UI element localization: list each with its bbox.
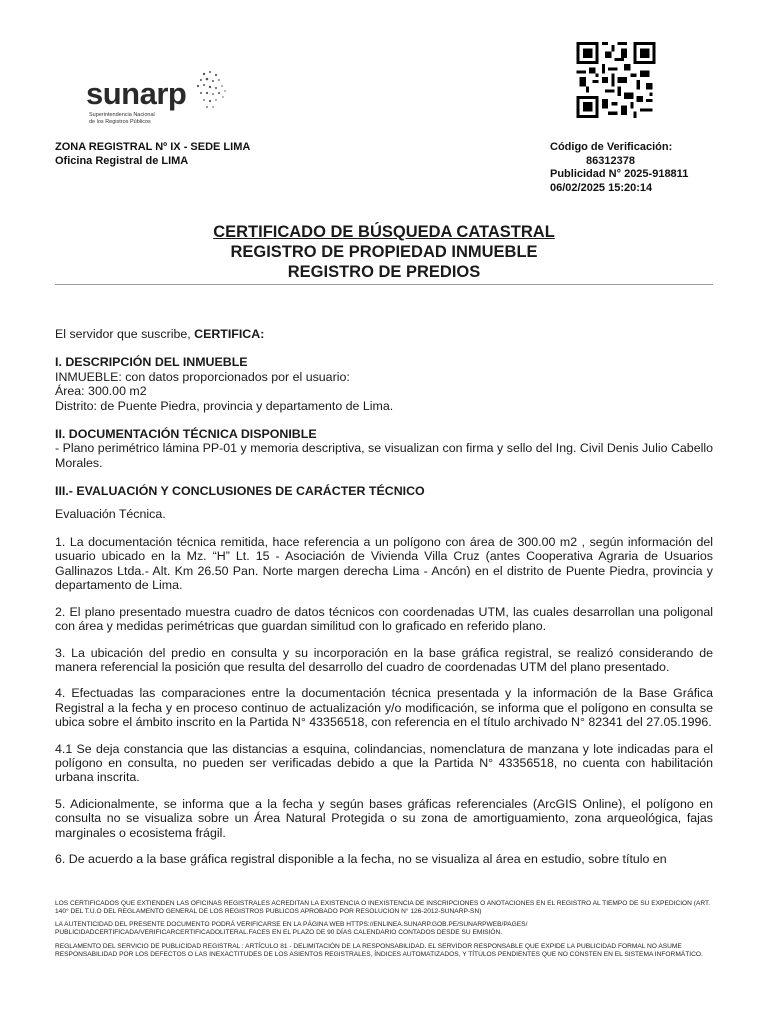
section2-text: - Plano perimétrico lámina PP-01 y memoria descriptiva, se visualizan con firma y sello del Ing. Civil Denis Julio Cabello Morales. xyxy=(55,441,713,470)
oficina-registral: Oficina Registral de LIMA xyxy=(55,154,189,167)
zona-registral: ZONA REGISTRAL Nº IX - SEDE LIMA xyxy=(55,141,251,153)
paragraph-4: 4. Efectuadas las comparaciones entre la documentación técnica presentada y la información de la Base Gráfica Registral a la fecha y en proceso continuo de actualización y/o modificación, se informa que el polígono en consulta se ubica sobre el ámbito inscrito en la Partida N° 43356518, con referencia en el título archivado N° 82341 del 27.05.1996. xyxy=(55,686,713,730)
verification-code-label: Código de Verificación: xyxy=(550,141,673,153)
logo-wordmark: sunarp xyxy=(86,76,187,111)
logo-subtitle-line1: Superintendencia Nacional xyxy=(89,112,155,118)
paragraph-3: 3. La ubicación del predio en consulta y su incorporación en la base gráfica registral, se realizó considerando de manera referencial la posición que resulta del desarrollo del cuadro de coordenadas UTM del plano presentado. xyxy=(55,645,713,674)
issue-datetime: 06/02/2025 15:20:14 xyxy=(550,181,653,194)
certificate-title: CERTIFICADO DE BÚSQUEDA CATASTRAL xyxy=(213,223,555,241)
intro-paragraph xyxy=(55,327,713,341)
logo-subtitle xyxy=(89,112,199,125)
legal-footer xyxy=(55,900,713,964)
qr-code-icon xyxy=(576,42,656,118)
section3-subheading: Evaluación Técnica. xyxy=(55,506,166,521)
logo-subtitle-line2: de los Registros Públicos xyxy=(89,118,151,125)
footer-authenticity-note: LA AUTENTICIDAD DEL PRESENTE DOCUMENTO PODRÁ VERIFICARSE EN LA PÁGINA WEB HTTPS://ENLINEA.SUNARP.GOB.PE/SUNARPWEB/PAGES/ PUBLICIDADCERTIFICADA/VERIFICARCERTIFICADOLITERAL.FACES EN EL PLAZO DE 90 DÍAS CALENDARIO CONTADOS DESDE SU EMISIÓN. xyxy=(55,921,528,937)
paragraph-1: 1. La documentación técnica remitida, hace referencia a un polígono con área de 300.00 m2 , según información del usuario ubicado en la Mz. “H” Lt. 15 - Asociación de Vivienda Villa Cruz (antes Cooperativa Agraria de Usuarios Gallinazos Ltda.- Alt. Km 26.50 Pan. Norte margen derecha Lima - Ancón) en el distrito de Puente Piedra, provincia y departamento de Lima. xyxy=(55,535,713,593)
publicidad-number: Publicidad N° 2025-918811 xyxy=(550,168,689,180)
registry-subtitle: REGISTRO DE PREDIOS xyxy=(287,263,481,281)
intro-text: El servidor que suscribe, xyxy=(55,327,195,341)
footer-regulation-note: REGLAMENTO DEL SERVICIO DE PUBLICIDAD REGISTRAL : ARTÍCULO 81 - DELIMITACIÓN DE LA RESPONSABILIDAD. EL SERVIDOR RESPONSABLE QUE EXPIDE LA PUBLICIDAD FORMAL NO ASUME RESPONSABILIDAD POR LOS DEFECTOS O LAS INEXACTITUDES DE LOS ASIENTOS REGISTRALES, ÍNDICES AUTOMATIZADOS, Y TÍTULOS PENDIENTES QUE NO CONSTEN EN EL SISTEMA INFORMÁTICO. xyxy=(55,942,703,958)
paragraph-6: 6. De acuerdo a la base gráfica registral disponible a la fecha, no se visualiza al área en estudio, sobre título en xyxy=(55,851,667,866)
title-divider xyxy=(55,284,713,285)
section3-heading: III.- EVALUACIÓN Y CONCLUSIONES DE CARÁCTER TÉCNICO xyxy=(55,484,425,499)
paragraph-2: 2. El plano presentado muestra cuadro de datos técnicos con coordenadas UTM, las cuales desarrollan una poligonal con área y medidas perimétricas que guardan similitud con lo graficado en referido plano. xyxy=(55,604,713,634)
sunarp-logo xyxy=(86,66,236,130)
verification-info xyxy=(550,141,688,195)
footer-certificates-note: LOS CERTIFICADOS QUE EXTIENDEN LAS OFICINAS REGISTRALES ACREDITAN LA EXISTENCIA O INEXISTENCIA DE INSCRIPCIONES O ANOTACIONES EN EL REGISTRO AL TIEMPO DE SU EXPEDICION (ART. 140° DEL T.U.O DEL REGLAMENTO GENERAL DE LOS REGISTROS PUBLICOS APROBADO POR RESOLUCION N° 126-2012-SUNARP-SN) xyxy=(55,900,711,915)
intro-certifica: CERTIFICA: xyxy=(194,327,265,341)
paragraph-4-1: 4.1 Se deja constancia que las distancias a esquina, colindancias, nomenclatura de manzana y lote indicadas para el polígono en consulta, no pueden ser verificadas debido a que la Partida N° 43356518, no cuenta con habilitación urbana inscrita. xyxy=(55,741,713,785)
registry-office-info xyxy=(55,141,250,168)
section1-heading: I. DESCRIPCIÓN DEL INMUEBLE xyxy=(55,355,248,370)
section2-heading: II. DOCUMENTACIÓN TÉCNICA DISPONIBLE xyxy=(55,427,317,442)
certificate-body xyxy=(55,327,713,866)
document-titles xyxy=(0,222,768,282)
paragraph-5: 5. Adicionalmente, se informa que a la fecha y según bases gráficas referenciales (ArcGIS Online), el polígono en consulta no se visualiza sobre un Área Natural Protegida o su zona de amortiguamiento, zona arqueológica, fajas marginales o ecosistema frágil. xyxy=(55,796,713,840)
section1-district: Distrito: de Puente Piedra, provincia y departamento de Lima. xyxy=(55,398,394,413)
section1-line1: INMUEBLE: con datos proporcionados por el usuario: xyxy=(55,369,350,384)
section1-area: Área: 300.00 m2 xyxy=(55,384,147,399)
registry-title: REGISTRO DE PROPIEDAD INMUEBLE xyxy=(230,243,538,261)
verification-code: 86312378 xyxy=(586,154,635,167)
